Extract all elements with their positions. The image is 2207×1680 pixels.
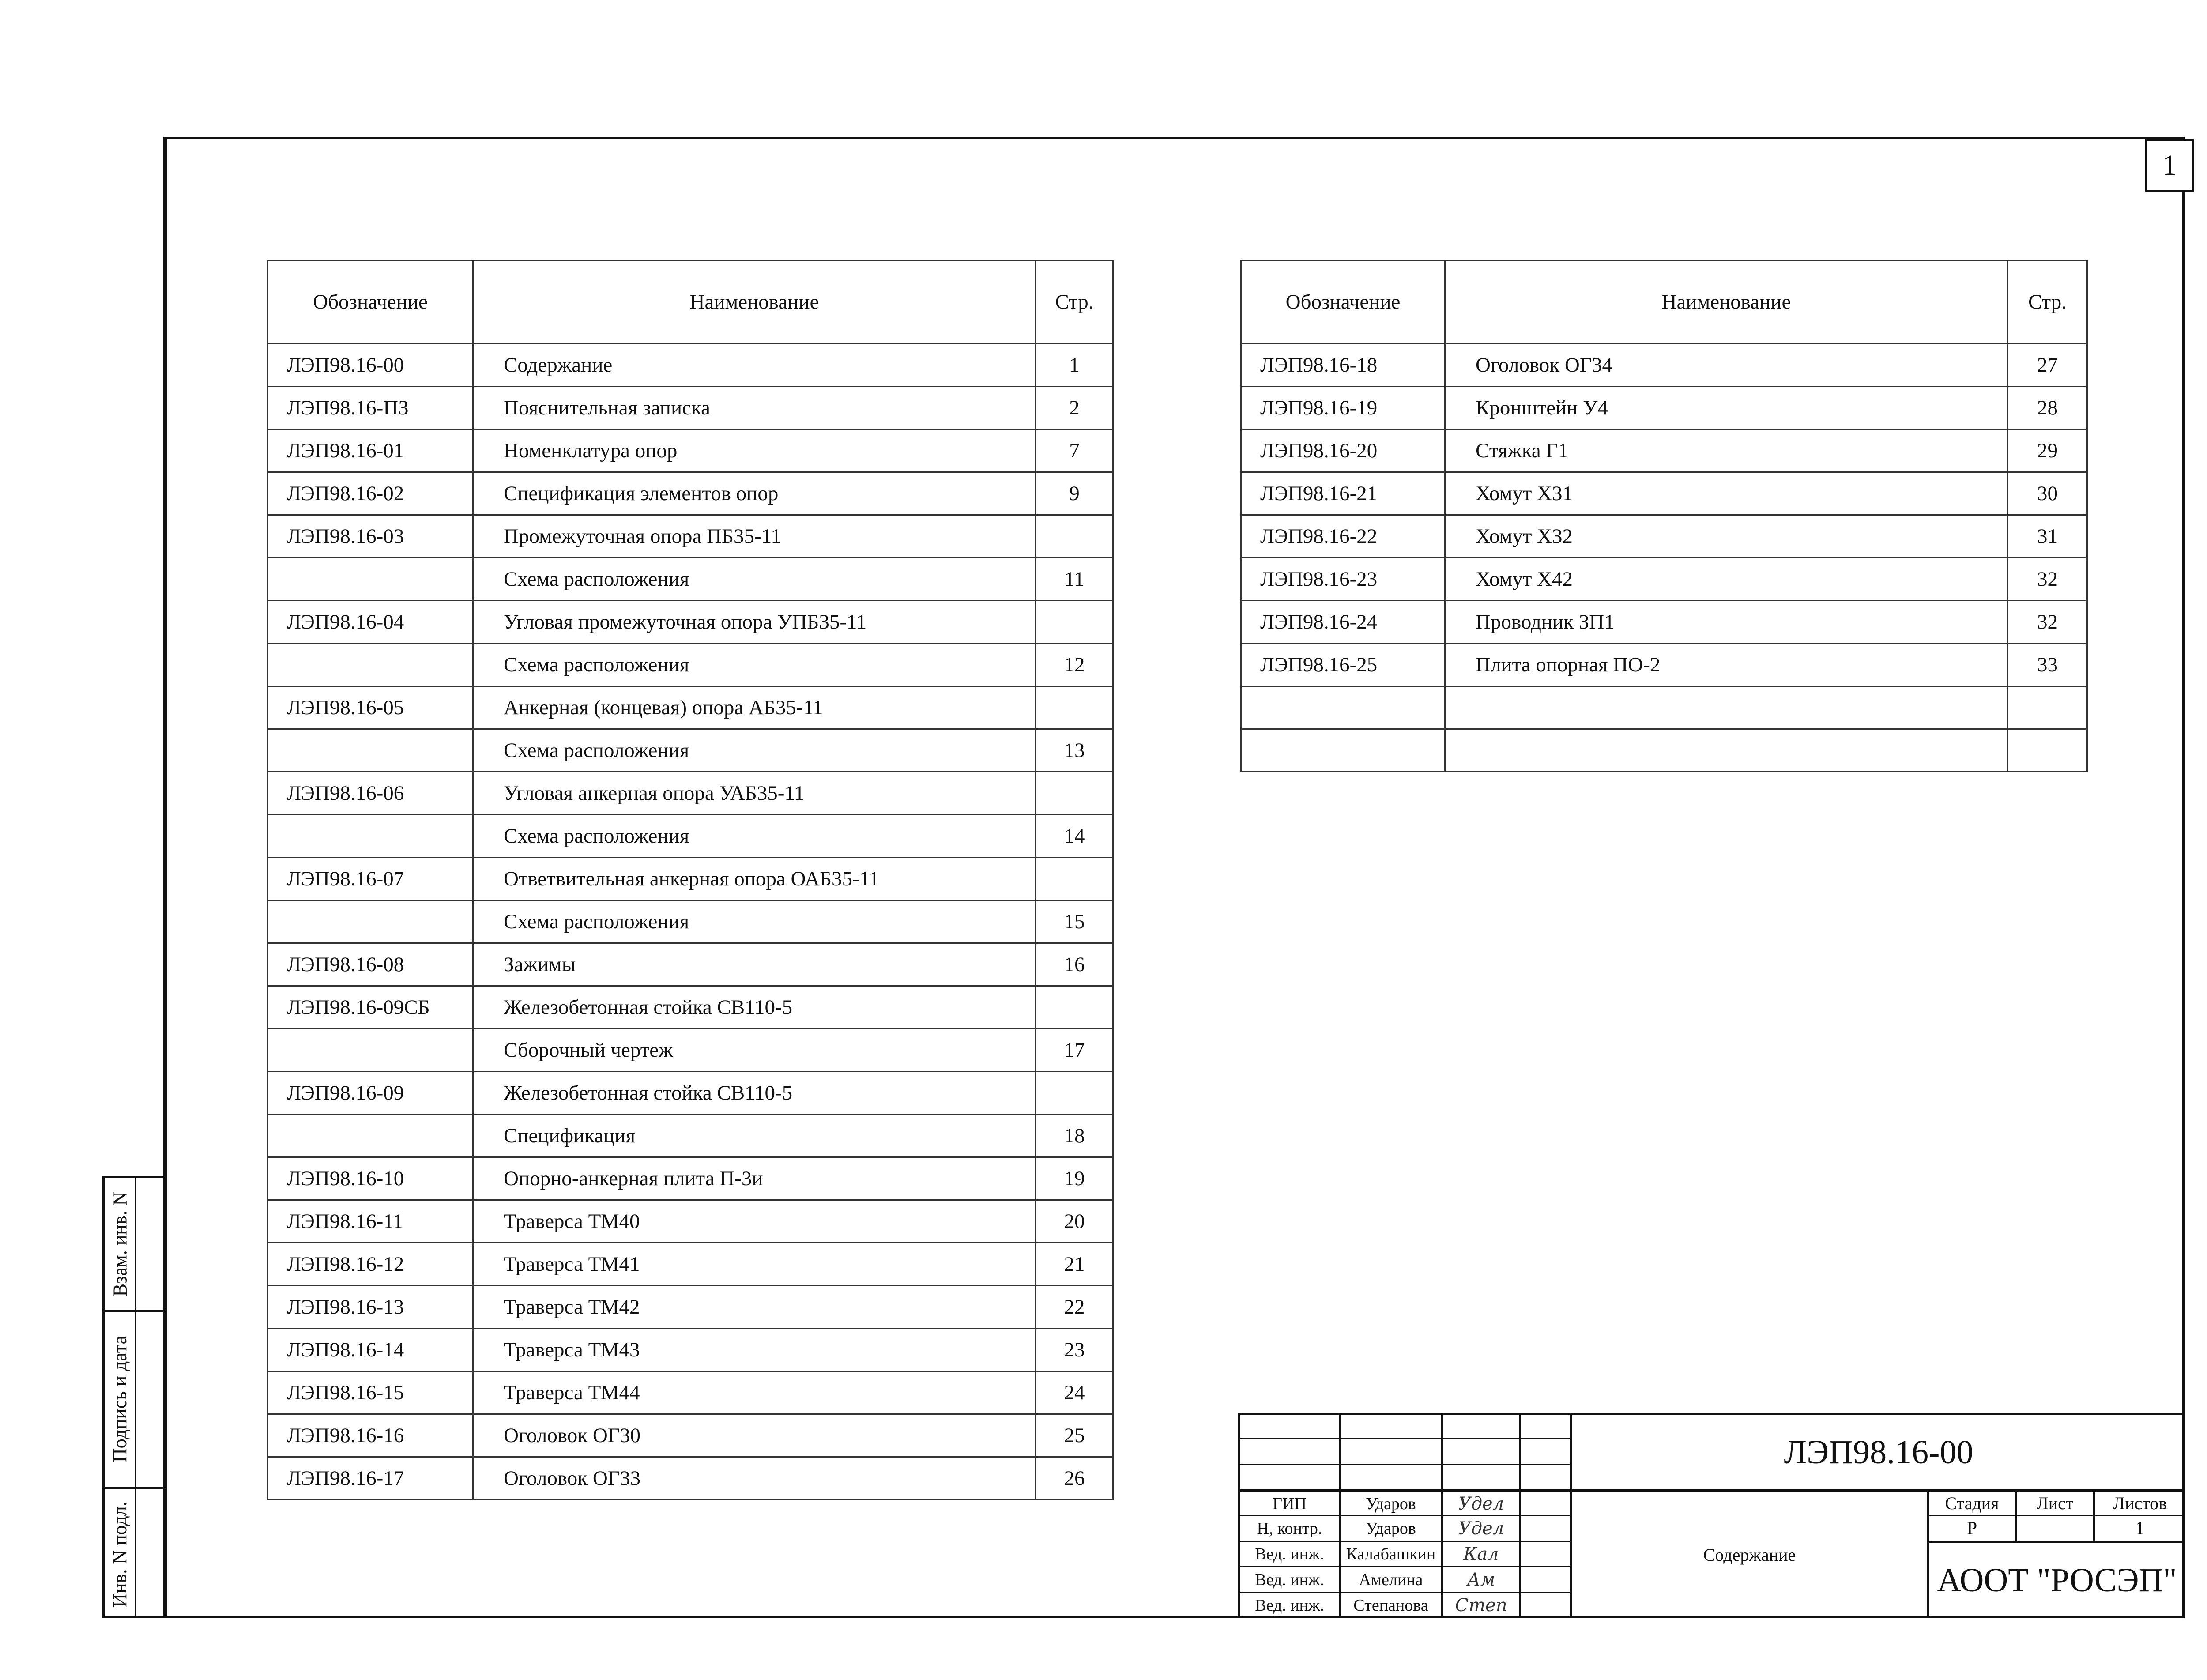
signature-image: Удел <box>1458 1493 1504 1514</box>
signatory-name: Ударов <box>1366 1519 1416 1538</box>
title-block-divider <box>1238 1438 1570 1439</box>
cell-designation: ЛЭП98.16-11 <box>268 1200 473 1243</box>
table-row <box>1241 472 2087 515</box>
header-designation: Обозначение <box>1241 260 1445 344</box>
table-row <box>268 986 1113 1029</box>
title-block <box>1238 1413 2185 1618</box>
cell-page: 28 <box>2008 387 2087 429</box>
cell-name: Траверса ТМ41 <box>473 1243 1036 1286</box>
cell-page: 20 <box>1036 1200 1113 1243</box>
cell-designation: ЛЭП98.16-23 <box>1241 558 1445 601</box>
cell-designation: ЛЭП98.16-12 <box>268 1243 473 1286</box>
cell-page: 14 <box>1036 815 1113 858</box>
sheet-label: Лист <box>2036 1493 2074 1513</box>
cell-designation: ЛЭП98.16-10 <box>268 1157 473 1200</box>
cell-page: 18 <box>1036 1115 1113 1157</box>
cell-designation: ЛЭП98.16-19 <box>1241 387 1445 429</box>
table-row <box>268 1329 1113 1371</box>
cell-page: 27 <box>2008 344 2087 387</box>
cell-page <box>2008 686 2087 729</box>
cell-page: 30 <box>2008 472 2087 515</box>
cell-page: 17 <box>1036 1029 1113 1072</box>
signatory-role: ГИП <box>1273 1494 1307 1513</box>
table-header-row <box>268 260 1113 344</box>
sheet-value <box>2017 1516 2093 1541</box>
cell-name: Промежуточная опора ПБ35-11 <box>473 515 1036 558</box>
cell-page: 32 <box>2008 558 2087 601</box>
cell-page: 24 <box>1036 1371 1113 1414</box>
header-page: Стр. <box>2008 260 2087 344</box>
cell-name: Хомут Х42 <box>1445 558 2008 601</box>
title-block-divider <box>1238 1464 1570 1465</box>
cell-page: 22 <box>1036 1286 1113 1329</box>
cell-page: 2 <box>1036 387 1113 429</box>
cell-name: Номенклатура опор <box>473 429 1036 472</box>
cell-name: Схема расположения <box>473 900 1036 943</box>
cell-page: 9 <box>1036 472 1113 515</box>
signature-image: Кал <box>1463 1544 1499 1564</box>
table-row <box>268 644 1113 686</box>
cell-page: 31 <box>2008 515 2087 558</box>
cell-designation: ЛЭП98.16-07 <box>268 858 473 900</box>
table-row <box>268 515 1113 558</box>
cell-name: Плита опорная ПО-2 <box>1445 644 2008 686</box>
cell-name: Содержание <box>473 344 1036 387</box>
table-row <box>1241 558 2087 601</box>
cell-page: 33 <box>2008 644 2087 686</box>
cell-designation: ЛЭП98.16-13 <box>268 1286 473 1329</box>
cell-name: Спецификация элементов опор <box>473 472 1036 515</box>
table-row <box>268 1414 1113 1457</box>
table-row <box>268 1029 1113 1072</box>
cell-name: Стяжка Г1 <box>1445 429 2008 472</box>
cell-name: Анкерная (концевая) опора АБ35-11 <box>473 686 1036 729</box>
header-page: Стр. <box>1036 260 1113 344</box>
cell-designation <box>268 558 473 601</box>
cell-page: 25 <box>1036 1414 1113 1457</box>
table-row <box>268 815 1113 858</box>
table-row <box>268 686 1113 729</box>
cell-designation: ЛЭП98.16-16 <box>268 1414 473 1457</box>
cell-name: Железобетонная стойка СВ110-5 <box>473 986 1036 1029</box>
table-row <box>268 558 1113 601</box>
cell-name: Сборочный чертеж <box>473 1029 1036 1072</box>
inv-replace-label: Взам. инв. N <box>109 1191 131 1296</box>
cell-page: 7 <box>1036 429 1113 472</box>
cell-designation: ЛЭП98.16-17 <box>268 1457 473 1500</box>
cell-name: Схема расположения <box>473 644 1036 686</box>
signature-image: Степ <box>1455 1595 1507 1616</box>
cell-page: 11 <box>1036 558 1113 601</box>
cell-name: Хомут Х31 <box>1445 472 2008 515</box>
cell-page: 26 <box>1036 1457 1113 1500</box>
table-row <box>1241 729 2087 772</box>
cell-designation: ЛЭП98.16-01 <box>268 429 473 472</box>
header-name: Наименование <box>473 260 1036 344</box>
table-row <box>1241 344 2087 387</box>
sheets-label: Листов <box>2113 1493 2167 1513</box>
cell-name: Ответвительная анкерная опора ОАБ35-11 <box>473 858 1036 900</box>
cell-page: 15 <box>1036 900 1113 943</box>
table-row <box>268 472 1113 515</box>
signature-image: Ам <box>1467 1569 1495 1590</box>
table-row <box>1241 686 2087 729</box>
cell-page <box>1036 601 1113 644</box>
header-designation: Обозначение <box>268 260 473 344</box>
cell-name: Проводник ЗП1 <box>1445 601 2008 644</box>
table-row <box>1241 601 2087 644</box>
signatory-name: Степанова <box>1353 1596 1428 1615</box>
cell-page: 21 <box>1036 1243 1113 1286</box>
sheet-title: Содержание <box>1703 1545 1796 1565</box>
cell-designation: ЛЭП98.16-03 <box>268 515 473 558</box>
cell-name: Траверса ТМ43 <box>473 1329 1036 1371</box>
cell-designation: ЛЭП98.16-08 <box>268 943 473 986</box>
cell-designation <box>268 815 473 858</box>
cell-designation: ЛЭП98.16-25 <box>1241 644 1445 686</box>
header-name: Наименование <box>1445 260 2008 344</box>
cell-name: Угловая анкерная опора УАБ35-11 <box>473 772 1036 815</box>
cell-designation <box>1241 729 1445 772</box>
table-row <box>268 1115 1113 1157</box>
table-row <box>268 387 1113 429</box>
table-row <box>268 729 1113 772</box>
table-row <box>1241 644 2087 686</box>
table-row <box>1241 429 2087 472</box>
table-row <box>1241 387 2087 429</box>
cell-designation: ЛЭП98.16-09СБ <box>268 986 473 1029</box>
cell-page: 23 <box>1036 1329 1113 1371</box>
table-row <box>268 429 1113 472</box>
cell-page: 32 <box>2008 601 2087 644</box>
table-row <box>268 1200 1113 1243</box>
cell-page: 12 <box>1036 644 1113 686</box>
cell-designation: ЛЭП98.16-02 <box>268 472 473 515</box>
cell-designation: ЛЭП98.16-04 <box>268 601 473 644</box>
cell-designation <box>268 644 473 686</box>
cell-designation: ЛЭП98.16-20 <box>1241 429 1445 472</box>
table-row <box>268 1286 1113 1329</box>
sheet-number: 1 <box>2145 139 2194 192</box>
cell-name: Схема расположения <box>473 815 1036 858</box>
cell-designation: ЛЭП98.16-05 <box>268 686 473 729</box>
table-row <box>268 943 1113 986</box>
margin-value-column <box>135 1178 166 1616</box>
table-row <box>268 1457 1113 1500</box>
cell-name: Траверса ТМ42 <box>473 1286 1036 1329</box>
cell-page <box>1036 858 1113 900</box>
cell-page <box>1036 515 1113 558</box>
table-row <box>268 900 1113 943</box>
cell-designation: ЛЭП98.16-21 <box>1241 472 1445 515</box>
signatory-role: Вед. инж. <box>1255 1570 1324 1589</box>
cell-name: Спецификация <box>473 1115 1036 1157</box>
cell-name <box>1445 686 2008 729</box>
cell-designation: ЛЭП98.16-24 <box>1241 601 1445 644</box>
cell-name: Хомут Х32 <box>1445 515 2008 558</box>
stage-label: Стадия <box>1945 1493 1999 1513</box>
document-code: ЛЭП98.16-00 <box>1784 1433 1973 1471</box>
cell-page: 29 <box>2008 429 2087 472</box>
cell-page <box>1036 686 1113 729</box>
cell-page: 16 <box>1036 943 1113 986</box>
cell-page: 19 <box>1036 1157 1113 1200</box>
cell-name <box>1445 729 2008 772</box>
signature-date-label: Подпись и дата <box>109 1335 131 1462</box>
cell-designation <box>268 1029 473 1072</box>
cell-designation: ЛЭП98.16-18 <box>1241 344 1445 387</box>
cell-designation: ЛЭП98.16-ПЗ <box>268 387 473 429</box>
cell-page: 1 <box>1036 344 1113 387</box>
organization-name: АООТ "РОСЭП" <box>1937 1562 2177 1599</box>
cell-name: Зажимы <box>473 943 1036 986</box>
cell-name: Схема расположения <box>473 729 1036 772</box>
stage-value: Р <box>1966 1518 1977 1539</box>
cell-designation: ЛЭП98.16-14 <box>268 1329 473 1371</box>
cell-name: Схема расположения <box>473 558 1036 601</box>
signatory-name: Ударов <box>1366 1494 1416 1513</box>
signatory-name: Калабашкин <box>1346 1544 1436 1563</box>
cell-name: Опорно-анкерная плита П-3и <box>473 1157 1036 1200</box>
cell-designation: ЛЭП98.16-22 <box>1241 515 1445 558</box>
table-row <box>268 1072 1113 1115</box>
table-row <box>268 1371 1113 1414</box>
signature-image: Удел <box>1458 1518 1504 1539</box>
contents-table-right <box>1240 260 2088 772</box>
cell-page <box>1036 772 1113 815</box>
cell-designation: ЛЭП98.16-06 <box>268 772 473 815</box>
cell-designation: ЛЭП98.16-09 <box>268 1072 473 1115</box>
cell-page <box>1036 986 1113 1029</box>
table-row <box>268 858 1113 900</box>
cell-page <box>2008 729 2087 772</box>
table-row <box>268 1157 1113 1200</box>
table-row <box>1241 515 2087 558</box>
signatory-role: Вед. инж. <box>1255 1596 1324 1615</box>
cell-name: Траверса ТМ40 <box>473 1200 1036 1243</box>
table-row <box>268 772 1113 815</box>
table-row <box>268 601 1113 644</box>
cell-designation <box>268 900 473 943</box>
cell-designation <box>268 729 473 772</box>
inv-original-label: Инв. N подл. <box>109 1501 131 1608</box>
cell-name: Оголовок ОГ34 <box>1445 344 2008 387</box>
table-header-row <box>1241 260 2087 344</box>
signatory-role: Вед. инж. <box>1255 1544 1324 1563</box>
cell-designation <box>268 1115 473 1157</box>
contents-table-left <box>267 260 1114 1500</box>
signatory-role: Н, контр. <box>1257 1519 1322 1538</box>
margin-strip <box>102 1176 163 1618</box>
cell-designation: ЛЭП98.16-00 <box>268 344 473 387</box>
cell-name: Кронштейн У4 <box>1445 387 2008 429</box>
table-row <box>268 344 1113 387</box>
cell-name: Оголовок ОГ30 <box>473 1414 1036 1457</box>
cell-page: 13 <box>1036 729 1113 772</box>
cell-designation: ЛЭП98.16-15 <box>268 1371 473 1414</box>
cell-name: Пояснительная записка <box>473 387 1036 429</box>
signatory-name: Амелина <box>1359 1570 1423 1589</box>
table-row <box>268 1243 1113 1286</box>
cell-page <box>1036 1072 1113 1115</box>
sheets-value: 1 <box>2135 1518 2145 1539</box>
cell-name: Оголовок ОГ33 <box>473 1457 1036 1500</box>
cell-designation <box>1241 686 1445 729</box>
cell-name: Железобетонная стойка СВ110-5 <box>473 1072 1036 1115</box>
cell-name: Траверса ТМ44 <box>473 1371 1036 1414</box>
cell-name: Угловая промежуточная опора УПБ35-11 <box>473 601 1036 644</box>
